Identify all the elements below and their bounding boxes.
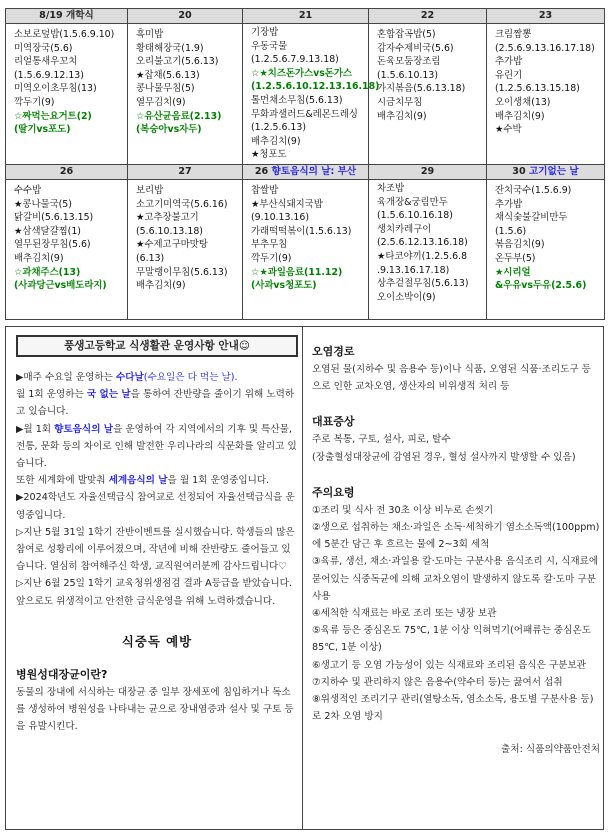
menu-cell <box>369 24 487 165</box>
highlight-world-food-day: 세계음식의 날 <box>108 475 168 487</box>
menu-item: 찹쌀밥 <box>251 184 279 196</box>
menu-item: 우동국물 <box>251 40 288 52</box>
route-text: 오염된 물(지하수 및 음용수 등)이나 식품, 오염된 식품·조리도구 등으로 인한 교차오염, 생산자의 비위생적 처리 등 <box>312 364 591 393</box>
menu-item: 소보로덮밥(1.5.6.9.10) <box>14 29 115 40</box>
menu-item: ☆짜먹는요거트(2) <box>14 110 92 122</box>
menu-item: 배추김치(9) <box>136 280 186 292</box>
menu-item: 채식숯불갈비만두 <box>495 212 568 224</box>
menu-item: (1.2.5.6.13.15.18) <box>495 83 580 95</box>
menu-item: 배추김치(9) <box>14 252 64 264</box>
menu-item: ★수박 <box>495 124 522 136</box>
menu-row-2 <box>6 179 605 319</box>
menu-item: 가래떡떡볶이(1.5.6.13) <box>251 225 352 237</box>
menu-item: 톨먼채소무침(5.6.13) <box>251 94 343 106</box>
notice-paragraph-3 <box>16 421 298 473</box>
menu-item: 미역오이초무침(13) <box>14 83 97 95</box>
column-divider <box>302 327 303 829</box>
menu-item: 무말랭이무침(5.6.13) <box>136 266 228 278</box>
menu-item: 육개장&궁림만두 <box>377 196 448 208</box>
menu-item: .9.13.16.17.18) <box>377 264 450 276</box>
notice-section <box>5 326 604 830</box>
menu-item: 온두부(5) <box>495 252 536 264</box>
text: ▶매주 수요일 운영하는 <box>16 372 116 383</box>
menu-item: 오이소박이(9) <box>377 291 436 303</box>
menu-item: 유린기 <box>495 69 523 81</box>
date-header-27: 27 <box>128 164 243 179</box>
date-number: 30 <box>512 165 529 177</box>
menu-item: 콩나물무침(5) <box>136 83 195 95</box>
newsletter-page <box>5 8 604 832</box>
notice-paragraph-1 <box>16 369 298 386</box>
date-header-22: 22 <box>369 9 487 24</box>
menu-item: 보리밥 <box>136 184 164 196</box>
menu-item: ★시리얼 <box>495 266 531 278</box>
menu-item: ★고추장불고기 <box>136 212 199 224</box>
menu-item: ★부산식돼지국밥 <box>251 198 323 210</box>
menu-item: 돈육모둠장조림 <box>377 56 441 68</box>
menu-item: (딸기vs포도) <box>14 124 71 136</box>
menu-item: (6.13) <box>136 252 165 264</box>
menu-item: (복숭아vs자두) <box>136 124 202 136</box>
notice-paragraph-6: ▷지난 5월 31일 1학기 잔반이벤트를 실시했습니다. 학생들의 많은 참여로 성황리에 이루어졌으며, 작년에 비해 잔반량도 줄어들고 있습니다. 열심히 참여해주신 학생, 교직원여러분께 감사드립니다♡ <box>16 526 295 573</box>
menu-item: 배추김치(9) <box>495 110 545 122</box>
menu-item: (사과당근vs배도라지) <box>14 280 107 292</box>
menu-item: 배추김치(9) <box>251 135 301 147</box>
weekly-menu-table <box>5 8 605 320</box>
route-title: 오염경로 <box>312 345 355 358</box>
menu-item: (1.2.5.6.10.12.13.16.18) <box>251 81 380 93</box>
menu-item: 감자수제비국(5.6) <box>377 42 454 54</box>
rule-item: ④세척한 식재료는 바로 조리 또는 냉장 보관 <box>312 608 497 620</box>
date-header-21: 21 <box>243 9 369 24</box>
menu-item: 차조밥 <box>377 182 405 194</box>
menu-item: 혼합잡곡밥(5) <box>377 29 436 40</box>
menu-item: 기장밥 <box>251 27 279 38</box>
menu-item: (9.10.13.16) <box>251 212 310 224</box>
date-header-28 <box>243 164 369 179</box>
menu-item: 미역장국(5.6) <box>14 42 73 54</box>
highlight-local-food-day: 향토음식의 날 <box>54 423 114 435</box>
rule-item: ②생으로 섭취하는 채소·과일은 소독·세척하기 염소소독액(100ppm)에 5분간 담근 후 흐르는 물에 2~3회 세척 <box>312 522 600 551</box>
sudanal-explanation: (수요일은 다 먹는 날). <box>143 372 238 383</box>
menu-header-row-1 <box>6 9 605 24</box>
menu-item: (1.2.5.6.13) <box>251 122 307 134</box>
menu-item: (1.5.6.10.13) <box>377 69 438 81</box>
menu-cell <box>128 24 243 165</box>
menu-item: 추가밥 <box>495 198 523 210</box>
date-number: 26 <box>254 165 272 177</box>
rule-item: ⑤육류 등은 중심온도 75℃, 1분 이상 익혀먹기(어패류는 중심온도 85℃, 1분 이상) <box>312 625 591 654</box>
operations-column <box>16 335 298 735</box>
menu-item: 깍두기(9) <box>251 252 292 264</box>
notice-title: 풍생고등학교 식생활관 운영사항 안내☺ <box>16 335 298 357</box>
notice-paragraph-2 <box>16 386 298 420</box>
menu-header-row-2 <box>6 164 605 179</box>
highlight-sudanal: 수다날 <box>115 372 144 383</box>
date-header-26: 26 <box>6 164 128 179</box>
menu-item: 추가밥 <box>495 56 523 68</box>
text: 월 1회 운영하는 <box>16 389 87 401</box>
text: 또한 세계화에 발맞춰 <box>16 475 109 487</box>
pathogen-text: 동물의 장내에 서식하는 대장균 중 일부 장세포에 침입하거나 독소를 생성하여 병원성을 나타내는 균으로 장내염증과 설사 및 구토 등을 유발시킨다. <box>16 686 294 733</box>
highlight-no-soup-day: 국 없는 날 <box>86 389 131 401</box>
symptom-title: 대표증상 <box>312 415 355 429</box>
menu-cell <box>6 179 128 319</box>
menu-cell <box>243 179 369 319</box>
rule-item: ③육류, 생선, 채소·과일용 칼·도마는 구분사용 음식조리 시, 식재료에 묻어있는 식중독균에 의해 교차오염이 발생하지 않도록 칼·도마 구분사용 <box>312 556 599 602</box>
menu-cell <box>369 179 487 319</box>
notice-paragraph-5: ▶2024학년도 자율선택급식 참여교로 선정되어 자율선택급식을 운영중입니다. <box>16 492 295 521</box>
menu-item: (1.5.6) <box>495 225 527 237</box>
menu-item: 오이생채(13) <box>495 96 551 108</box>
text: ▶월 1회 <box>16 423 55 435</box>
menu-item: 소고기미역국(5.6.16) <box>136 198 228 210</box>
menu-item: 생치카레구이 <box>377 223 432 235</box>
symptom-text: 주로 복통, 구토, 설사, 피로, 탈수 <box>312 434 451 446</box>
menu-item: 시금치무침 <box>377 96 423 108</box>
notice-paragraph-7: ▷지난 6월 25일 1학기 교육청위생점검 결과 A등급을 받았습니다. 앞으로도 위생적이고 안전한 급식운영을 위해 노력하겠습니다. <box>16 578 292 607</box>
menu-cell <box>128 179 243 319</box>
menu-item: ★잡채(5.6.13) <box>136 69 200 81</box>
menu-item: &우유vs두유(2.5.6) <box>495 280 587 292</box>
menu-item: ☆과채주스(13) <box>14 266 81 278</box>
date-header-23: 23 <box>487 9 605 24</box>
menu-item: (2.5.6.12.13.16.18) <box>377 237 468 249</box>
rule-item: ⑥생고기 등 오염 가능성이 있는 식재료와 조리된 음식은 구분보관 <box>312 659 586 671</box>
menu-item: 잔치국수(1.5.6.9) <box>495 184 572 196</box>
menu-cell <box>487 24 605 165</box>
rule-item: ⑦지하수 및 관리하지 않은 음용수(약수터 등)는 끓여서 섭취 <box>312 676 563 688</box>
menu-cell <box>487 179 605 319</box>
menu-item: ☆★과일음료(11.12) <box>251 266 343 278</box>
menu-item: 닭갈비(5.6.13.15) <box>14 212 94 224</box>
menu-item: 크림짬뽕 <box>495 29 532 40</box>
date-header-20: 20 <box>128 9 243 24</box>
menu-item: 열무김치(9) <box>136 96 186 108</box>
date-header-8-19: 8/19 개학식 <box>6 9 128 24</box>
menu-item: 깍두기(9) <box>14 96 55 108</box>
menu-item: 열무된장무침(5.6) <box>14 239 91 251</box>
menu-item: 무화과샐러드&레몬드레싱 <box>251 108 358 120</box>
menu-item: (사과vs청포도) <box>251 280 317 292</box>
food-poisoning-title: 식중독 예방 <box>121 633 193 649</box>
menu-item: ★수제고구마맛탕 <box>136 239 208 251</box>
text: 을 운영하여 각 지역에서의 기후 및 특산물, 전통, 문화 등의 차이로 인해 발전한 우리나라의 식문화를 알리고 있습니다. <box>16 423 297 470</box>
menu-cell <box>6 24 128 165</box>
text: 을 월 1회 운영중입니다. <box>167 475 270 487</box>
menu-item: 부추무침 <box>251 239 288 251</box>
menu-item: 볶음김치(9) <box>495 239 545 251</box>
menu-item: (1.5.6.10.16.18) <box>377 210 453 222</box>
rules-list <box>312 502 600 726</box>
food-poisoning-info-column <box>312 343 600 755</box>
menu-item: 배추김치(9) <box>377 110 427 122</box>
menu-item: 수수밥 <box>14 184 42 196</box>
notice-paragraph-4 <box>16 472 298 489</box>
menu-item: (5.6.10.13.18) <box>136 225 203 237</box>
symptom-note: (장출혈성대장균에 감염된 경우, 혈성 설사까지 발생할 수 있음) <box>312 451 576 463</box>
menu-item: (1.2.5.6.7.9.13.18) <box>251 54 339 66</box>
text: 을 통하여 잔반량을 줄이기 위해 노력하고 있습니다. <box>16 389 295 418</box>
menu-item: 흑미밥 <box>136 29 164 40</box>
menu-row-1 <box>6 24 605 165</box>
date-header-30 <box>487 164 605 179</box>
rule-item: ⑧위생적인 조리기구 관리(열탕소독, 염소소독, 용도별 구분사용 등)로 2차 오염 방지 <box>312 694 594 723</box>
menu-item: ★삼색달걀찜(1) <box>14 225 81 237</box>
menu-item: (1.5.6.9.12.13) <box>14 69 84 81</box>
rules-title: 주의요령 <box>312 485 355 499</box>
menu-item: 상추겉절무침(5.6.13) <box>377 278 469 290</box>
menu-item: (2.5.6.9.13.16.17.18) <box>495 42 595 54</box>
menu-item: ☆★치즈돈가스vs돈가스 <box>251 67 352 79</box>
menu-item: ☆유산균음료(2.13) <box>136 110 222 122</box>
menu-item: 오리불고기(5.6.13) <box>136 56 219 68</box>
date-header-29: 29 <box>369 164 487 179</box>
menu-item: 리얼통새우꼬치 <box>14 56 78 68</box>
menu-item: ★청포도 <box>251 149 287 161</box>
source-credit: 출처: 식품의약품안전처 <box>501 744 600 756</box>
special-day-label: 고기없는 날 <box>529 165 579 177</box>
pathogen-title: 병원성대장균이란? <box>16 667 108 681</box>
special-day-label: 향토음식의 날: 부산 <box>271 165 357 177</box>
menu-item: ★타코야끼(1.2.5.6.8 <box>377 250 468 262</box>
menu-item: ★콩나물국(5) <box>14 198 72 210</box>
menu-cell <box>243 24 380 165</box>
menu-item: 가지볶음(5.6.13.18) <box>377 83 466 95</box>
rule-item: ①조리 및 식사 전 30초 이상 비누로 손씻기 <box>312 504 494 516</box>
menu-item: 황태해장국(1.9) <box>136 42 204 54</box>
